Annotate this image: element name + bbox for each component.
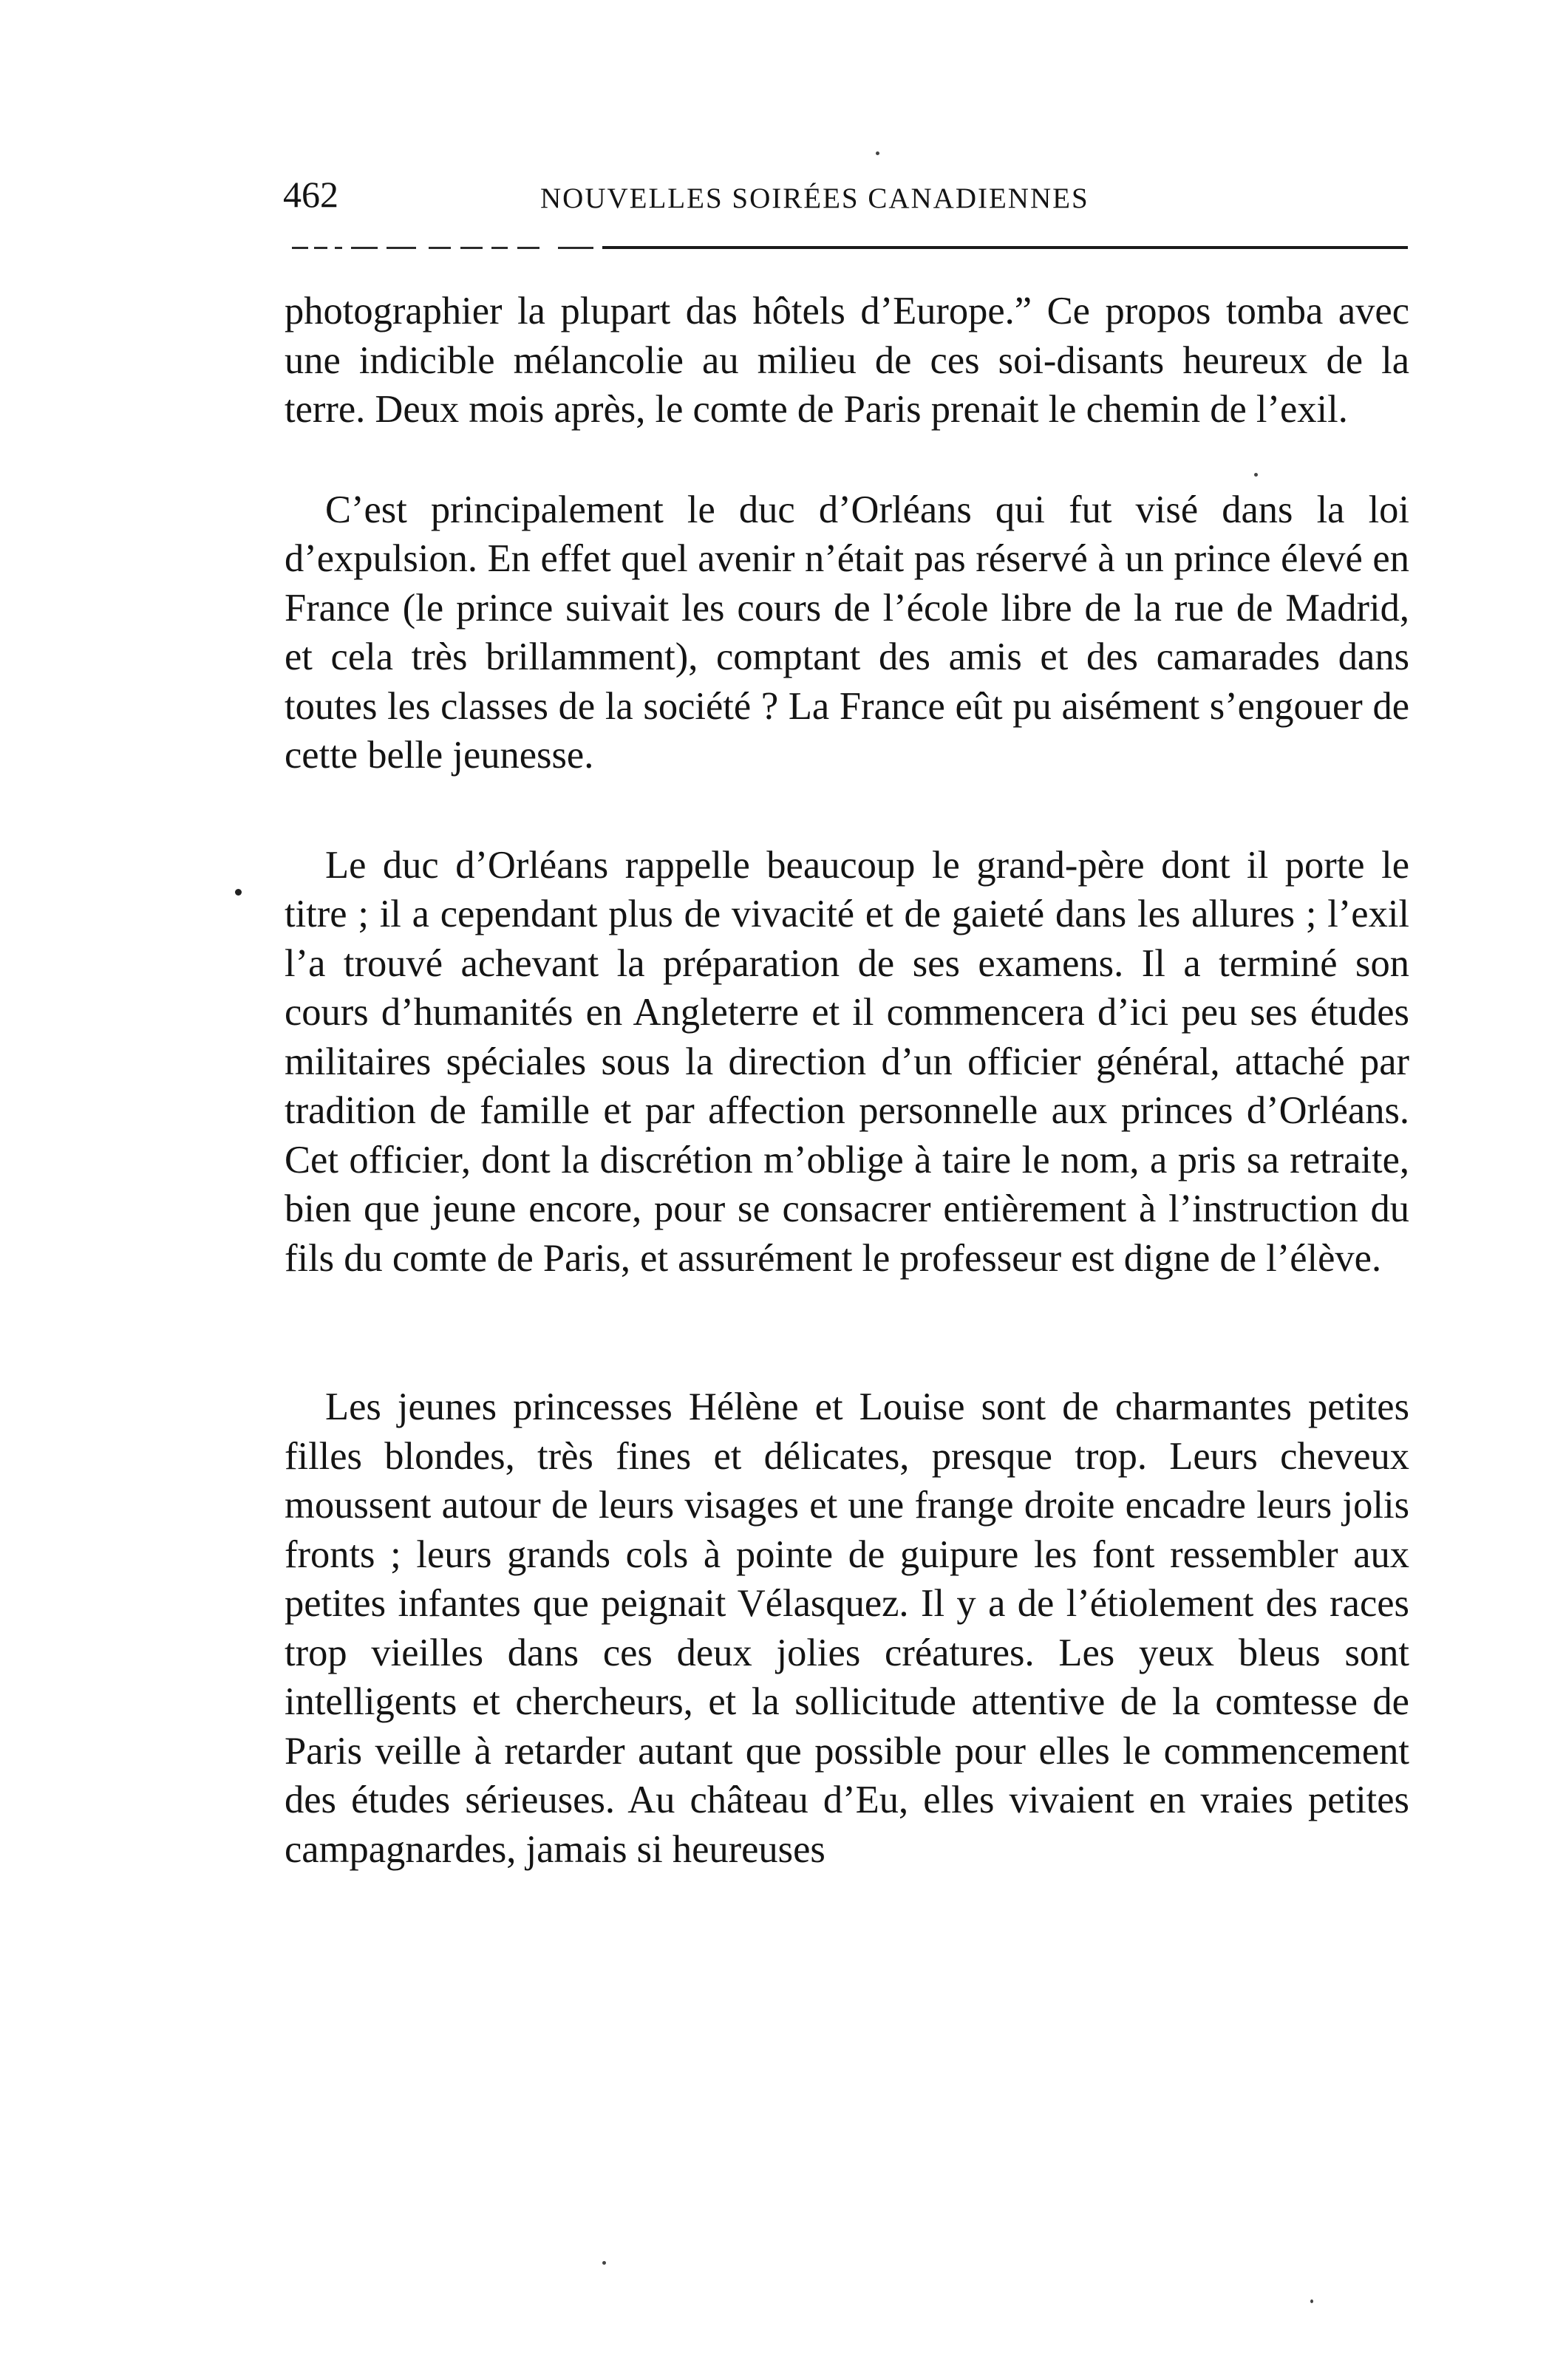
ink-speck xyxy=(602,2261,606,2265)
rule-solid xyxy=(602,246,1408,249)
ink-speck xyxy=(876,151,879,155)
margin-mark xyxy=(235,889,242,896)
ink-speck xyxy=(1254,473,1258,477)
rule-dash xyxy=(558,247,593,249)
paragraph: Les jeunes princesses Hélène et Louise sont de charmantes petites filles blondes, très fines et délicates, presque trop. Leurs cheveux moussent autour de leurs visages et une frange droite encadre leurs jolis fronts ; leurs grands cols à pointe de guipure les font ressembler aux petites infantes que peignait Vélasquez. Il y a de l’étiolement des races trop vieilles dans ces deux jolies créatures. Les yeux bleus sont intelligents et chercheurs, et la sollicitude attentive de la comtesse de Paris veille à retarder autant que possible pour elles le commencement des études sérieuses. Au château d’Eu, elles vivaient en vraies petites campagnardes, jamais si heureuses xyxy=(285,1385,1409,1871)
body-text xyxy=(285,287,1409,1874)
rule-dash xyxy=(429,247,451,249)
rule-dash xyxy=(491,247,508,249)
rule-dash xyxy=(314,247,327,249)
running-title: NOUVELLES SOIRÉES CANADIENNES xyxy=(540,183,1089,214)
rule-dash xyxy=(335,247,342,249)
rule-dash xyxy=(351,247,378,249)
rule-dash xyxy=(387,247,416,249)
header-rule xyxy=(292,246,1408,250)
rule-dash xyxy=(517,247,539,249)
page-number: 462 xyxy=(283,174,338,215)
rule-dash xyxy=(292,247,308,249)
ink-speck xyxy=(1310,2299,1313,2303)
paragraph: C’est principalement le duc d’Orléans qui fut visé dans la loi d’expulsion. En effet quel avenir n’était pas réservé à un prince élevé en France (le prince suivait les cours de l’école libre de la rue de Madrid, et cela très brillamment), comptant des amis et des camarades dans toutes les classes de la société ? La France eût pu aisément s’engouer de cette belle jeunesse. xyxy=(285,488,1409,777)
rule-dash xyxy=(460,247,483,249)
paragraph: Le duc d’Orléans rappelle beaucoup le grand-père dont il porte le titre ; il a cependant plus de vivacité et de gaieté dans les allures ; l’exil l’a trouvé achevant la préparation de ses examens. Il a terminé son cours d’humanités en Angleterre et il commencera d’ici peu ses études militaires spéciales sous la direction d’un officier général, attaché par tradition de famille et par affection personnelle aux princes d’Orléans. Cet officier, dont la discrétion m’oblige à taire le nom, a pris sa retraite, bien que jeune encore, pour se consacrer entièrement à l’instruction du fils du comte de Paris, et assurément le professeur est digne de l’élève. xyxy=(285,843,1409,1280)
paragraph: photographier la plupart das hôtels d’Europe.” Ce propos tomba avec une indicible mélancolie au milieu de ces soi-disants heureux de la terre. Deux mois après, le comte de Paris prenait le chemin de l’exil. xyxy=(285,290,1409,431)
page-header xyxy=(283,168,1414,220)
